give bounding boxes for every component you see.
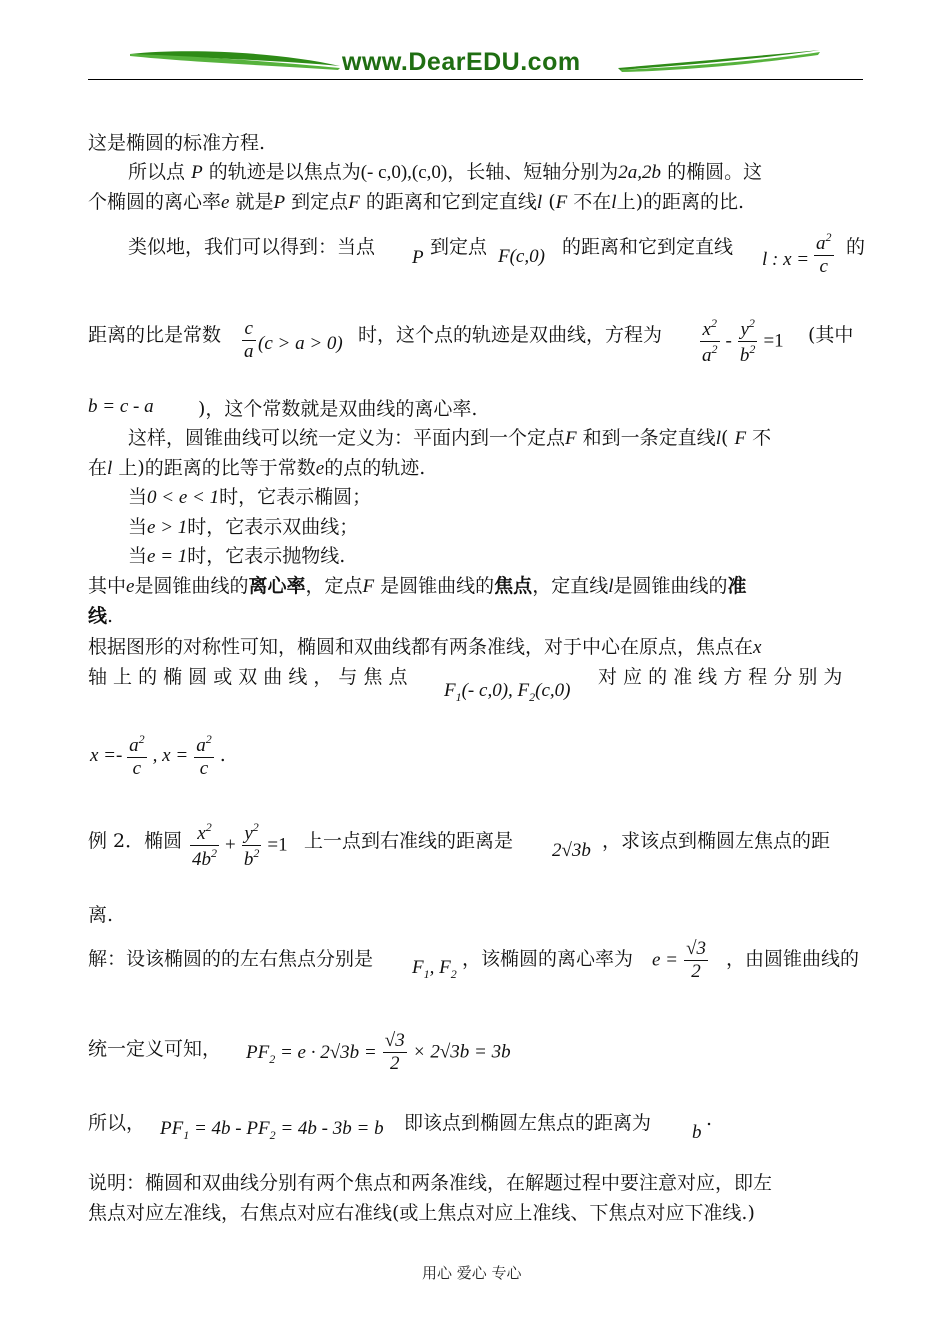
note-line: 焦点对应左准线，右焦点对应右准线(或上焦点对应上准线、下焦点对应下准线.) [88,1202,755,1224]
math-Fc0: F(c,0) [498,246,545,267]
note-line: 说明：椭圆和双曲线分别有两个焦点和两条准线，在解题过程中要注意对应，即左 [88,1172,773,1194]
math-foci-F1F2: $F_1(-$ c,0), $F_2(c,0)$ [444,680,571,704]
paragraph-text: (其中 [808,324,854,346]
paragraph-line: 其中e是圆锥曲线的离心率，定点F 是圆锥曲线的焦点，定直线l是圆锥曲线的准 [88,575,747,597]
math-b-def: b = c - a [88,396,154,417]
paragraph-text: 时，这个点的轨迹是双曲线，方程为 [358,324,663,346]
eccentricity-value: e = $\frac{√3}{2}$ [652,938,706,982]
paragraph-line: 这是椭圆的标准方程. [88,132,266,154]
ellipse-equation: $\frac{x^2}{4b^2}$ + $\frac{y^2}{b^2}$ =1 [192,820,288,870]
logo-text: www.DearEDU.com [342,48,581,76]
paragraph-text: 统一定义可知， [88,1038,222,1060]
paragraph-text: ，由圆锥曲线的 [726,948,860,970]
paragraph-text: 的距离和它到定直线 [562,236,734,258]
paragraph-text: 对 应 的 准 线 方 程 分 别 为 [598,666,843,688]
footer-text: 用心 爱心 专心 [422,1264,522,1282]
paragraph-line: 在l 上)的距离的比等于常数e的点的轨迹. [88,457,426,479]
math-distance: 2√3b [552,840,591,861]
paragraph-line: 所以点 P 的轨迹是以焦点为(- c,0),(c,0)，长轴、短轴分别为2a,2b 的椭圆。这 [128,161,763,183]
math-F1-F2: $F_1$, $F_2$ [412,957,457,981]
paragraph-text: 的 [846,236,866,258]
paragraph-text: ，求该点到椭圆左焦点的距 [602,830,831,852]
paragraph-text: ，该椭圆的离心率为 [462,948,634,970]
paragraph-line: 当e > 1时，它表示双曲线； [128,516,359,538]
paragraph-text: 上一点到右准线的距离是 [304,830,514,852]
paragraph-text: 即该点到椭圆左焦点的距离为 [404,1112,652,1134]
pf1-equation: $PF_1 = 4b - PF_2 = 4b - 3b = b$ [160,1118,384,1142]
paragraph-line: 类似地，我们可以得到：当点 [128,236,376,258]
math-condition: (c > a > 0) [258,333,343,354]
frac-c-over-a: $\frac{c}{a}$ [244,318,254,362]
solution-text: 解：设该椭圆的的左右焦点分别是 [88,948,374,970]
math-P: P [412,247,424,268]
frac-a2-over-c: $\frac{a^2}{c}$ [816,230,832,277]
paragraph-line: 根据图形的对称性可知，椭圆和双曲线都有两条准线，对于中心在原点，焦点在x [88,636,762,658]
header-logo [128,40,828,80]
paragraph-text: 离. [88,904,114,926]
paragraph-line: 这样，圆锥曲线可以统一定义为：平面内到一个定点F 和到一条定直线l( F 不 [128,427,772,449]
paragraph-line: 当0 < e < 1时，它表示椭圆； [128,486,372,508]
paragraph-line: 个椭圆的离心率e 就是P 到定点F 的距离和它到定直线l (F 不在l上)的距离的比. [88,191,745,213]
paragraph-text: 所以， [88,1112,146,1134]
math-directrix-l: l : x = [762,249,810,270]
pf2-equation: $PF_2 = e \cdot 2√3b$ = $\frac{√3}{2}$ × 2√3b = 3b [246,1030,511,1074]
directrix-equations: x =- $\frac{a^2}{c}$ , x = $\frac{a^2}{c}$ . [90,732,226,779]
paragraph-text: 轴 上 的 椭 圆 或 双 曲 线 ， 与 焦 点 [88,666,408,688]
paragraph-line: 线. [88,605,114,627]
paragraph-line: 当e = 1时，它表示抛物线. [128,545,346,567]
paragraph-text: 到定点 [430,236,488,258]
hyperbola-equation: $\frac{x^2}{a^2}$ - $\frac{y^2}{b^2}$ =1 [702,316,784,366]
paragraph-text: . [706,1108,713,1130]
paragraph-line: 距离的比是常数 [88,324,222,346]
header-rule [88,79,863,80]
paragraph-text: )，这个常数就是双曲线的离心率. [198,398,478,420]
example-label: 例 2．椭圆 [88,830,183,852]
math-b: b [692,1122,702,1143]
